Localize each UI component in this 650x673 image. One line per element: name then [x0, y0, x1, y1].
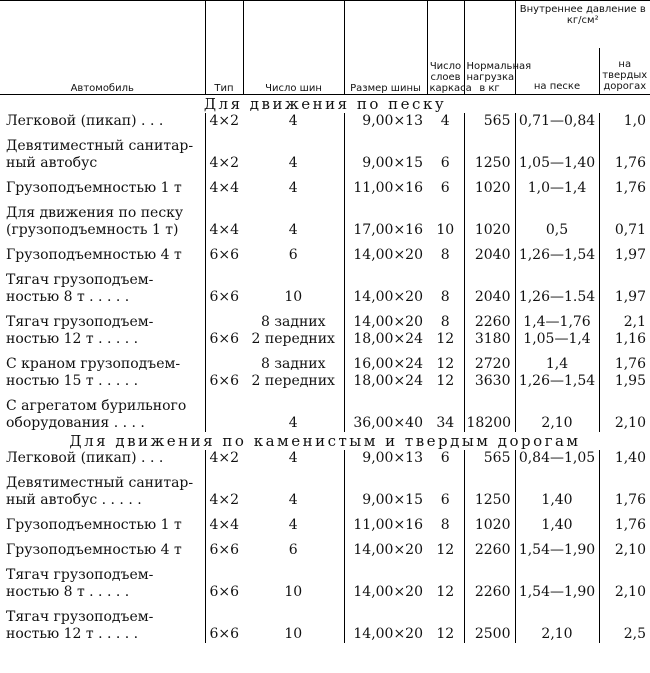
cell-car-line: Грузоподъемностью 1 т: [6, 180, 182, 196]
cell-plies: [427, 264, 464, 306]
cell-pressure-sand: [515, 601, 599, 643]
cell-car-line: ностью 8 т . . . . .: [6, 289, 130, 305]
cell-pressure-hard-line: 1,76: [614, 180, 646, 196]
table-row: [0, 239, 650, 264]
cell-car: [0, 509, 205, 534]
cell-plies-line: 12: [436, 542, 455, 558]
cell-pressure-hard: [599, 601, 650, 643]
header-pressure: Внутреннее давление в кг/см²: [515, 1, 650, 49]
cell-pressure-hard-line: 1,95: [614, 373, 646, 389]
cell-type: [205, 559, 243, 601]
cell-tires-line: 4: [288, 517, 298, 533]
cell-size: [344, 601, 427, 643]
cell-plies: [427, 559, 464, 601]
cell-car-line: ностью 12 т . . . . .: [6, 331, 139, 347]
cell-plies-line: 12: [436, 584, 455, 600]
cell-size-line: 14,00×20: [353, 247, 423, 263]
cell-tires: [243, 509, 344, 534]
cell-load: [464, 306, 515, 348]
cell-tires: [243, 348, 344, 390]
cell-pressure-sand-line: 1,05—1,40: [518, 155, 596, 171]
cell-tires-line: 4: [288, 415, 298, 431]
cell-pressure-hard: [599, 264, 650, 306]
cell-pressure-sand-line: 0,71—0,84: [518, 113, 596, 129]
cell-car: [0, 601, 205, 643]
cell-car-line: ностью 15 т . . . . .: [6, 373, 139, 389]
cell-tires-line: 6: [288, 542, 298, 558]
cell-car-line: Тягач грузоподъем-: [6, 567, 154, 583]
cell-type: [205, 239, 243, 264]
cell-size: [344, 390, 427, 432]
cell-size: [344, 113, 427, 130]
cell-pressure-sand-line: 1,05—1,4: [523, 331, 591, 347]
cell-car: [0, 390, 205, 432]
cell-tires: [243, 306, 344, 348]
cell-type: [205, 348, 243, 390]
cell-tires: [243, 264, 344, 306]
cell-size: [344, 172, 427, 197]
cell-pressure-hard-line: 2,10: [614, 584, 646, 600]
cell-load-line: 565: [483, 450, 511, 466]
cell-plies-line: 6: [440, 492, 450, 508]
cell-tires-line: 2 передних: [251, 373, 335, 389]
cell-plies: [427, 450, 464, 467]
header-row: [0, 1, 650, 49]
cell-plies: [427, 467, 464, 509]
cell-tires-line: 4: [288, 222, 298, 238]
cell-tires-line: 10: [284, 289, 303, 305]
cell-pressure-sand-line: 0,5: [545, 222, 569, 238]
cell-load-line: 2500: [474, 626, 511, 642]
table-row: [0, 534, 650, 559]
cell-car-line: ный автобус . . . . .: [6, 492, 142, 508]
cell-car-line: оборудования . . . .: [6, 415, 145, 431]
cell-car: [0, 534, 205, 559]
cell-car: [0, 197, 205, 239]
cell-type: [205, 390, 243, 432]
cell-load: [464, 509, 515, 534]
cell-size-line: 14,00×20: [353, 289, 423, 305]
table-row: [0, 172, 650, 197]
cell-load-line: 2040: [474, 247, 511, 263]
cell-tires: [243, 467, 344, 509]
table-row: [0, 348, 650, 390]
cell-pressure-hard-line: 1,0: [623, 113, 646, 129]
cell-load: [464, 450, 515, 467]
cell-tires: [243, 601, 344, 643]
cell-pressure-sand-line: 1,40: [541, 492, 573, 508]
cell-pressure-hard-line: 1,76: [614, 155, 646, 171]
cell-pressure-hard: [599, 509, 650, 534]
cell-pressure-sand: [515, 306, 599, 348]
cell-car: [0, 172, 205, 197]
cell-size: [344, 239, 427, 264]
cell-car-line: Грузоподъемностью 1 т: [6, 517, 182, 533]
cell-car: [0, 130, 205, 172]
cell-type: [205, 467, 243, 509]
cell-pressure-hard: [599, 559, 650, 601]
cell-size-line: 14,00×20: [353, 626, 423, 642]
table-row: [0, 390, 650, 432]
cell-tires-line: 4: [288, 492, 298, 508]
cell-type-line: 4×2: [209, 450, 240, 466]
cell-plies: [427, 130, 464, 172]
cell-load-line: 2260: [474, 314, 511, 330]
cell-pressure-sand: [515, 197, 599, 239]
cell-pressure-hard: [599, 306, 650, 348]
cell-pressure-sand-line: 1,4: [545, 356, 569, 372]
cell-plies-line: 8: [440, 247, 450, 263]
cell-pressure-hard-line: 2,1: [623, 314, 646, 330]
cell-tires: [243, 239, 344, 264]
cell-pressure-sand: [515, 172, 599, 197]
cell-load: [464, 601, 515, 643]
cell-pressure-sand: [515, 348, 599, 390]
cell-size-line: 18,00×24: [353, 373, 423, 389]
table-row: [0, 306, 650, 348]
cell-size: [344, 197, 427, 239]
table-row: [0, 197, 650, 239]
cell-car-line: С агрегатом бурильного: [6, 398, 187, 414]
cell-plies: [427, 390, 464, 432]
cell-plies: [427, 534, 464, 559]
cell-size-line: 18,00×24: [353, 331, 423, 347]
table-row: [0, 601, 650, 643]
cell-size: [344, 534, 427, 559]
table-row: [0, 130, 650, 172]
cell-tires: [243, 113, 344, 130]
cell-load-line: 565: [483, 113, 511, 129]
cell-pressure-sand: [515, 467, 599, 509]
cell-type: [205, 130, 243, 172]
cell-car-line: Легковой (пикап) . . .: [6, 450, 164, 466]
cell-car: [0, 306, 205, 348]
cell-pressure-hard: [599, 113, 650, 130]
cell-plies: [427, 509, 464, 534]
cell-type-line: 4×2: [209, 113, 240, 129]
cell-pressure-sand-line: 1,54—1,90: [518, 584, 596, 600]
cell-size-line: 9,00×13: [362, 113, 423, 129]
cell-tires: [243, 172, 344, 197]
cell-size: [344, 264, 427, 306]
cell-car-line: Тягач грузоподъем-: [6, 609, 154, 625]
cell-pressure-sand-line: 1,26—1,54: [518, 247, 596, 263]
cell-load: [464, 197, 515, 239]
table-row: [0, 450, 650, 467]
cell-car-line: (грузоподъемность 1 т): [6, 222, 179, 238]
cell-pressure-hard-line: 1,76: [614, 356, 646, 372]
cell-load-line: 1020: [474, 180, 511, 196]
cell-load-line: 2040: [474, 289, 511, 305]
table-row: [0, 559, 650, 601]
cell-tires-line: 4: [288, 155, 298, 171]
cell-type-line: 4×2: [209, 155, 240, 171]
cell-plies: [427, 113, 464, 130]
cell-tires-line: 2 передних: [251, 331, 335, 347]
cell-size: [344, 348, 427, 390]
cell-plies-line: 12: [436, 626, 455, 642]
cell-car: [0, 467, 205, 509]
cell-plies-line: 12: [436, 356, 455, 372]
cell-pressure-hard-line: 1,97: [614, 289, 646, 305]
cell-load: [464, 264, 515, 306]
cell-load: [464, 467, 515, 509]
cell-plies-line: 12: [436, 331, 455, 347]
cell-plies: [427, 601, 464, 643]
section-title: Для движения по песку: [203, 95, 447, 113]
cell-load-line: 3180: [474, 331, 511, 347]
cell-car-line: ный автобус: [6, 155, 98, 171]
cell-pressure-hard-line: 2,5: [623, 626, 646, 642]
cell-type-line: 4×2: [209, 492, 240, 508]
cell-size: [344, 467, 427, 509]
cell-pressure-hard-line: 1,40: [614, 450, 646, 466]
cell-plies-line: 4: [440, 113, 450, 129]
cell-plies-line: 12: [436, 373, 455, 389]
cell-pressure-sand-line: 1,54—1,90: [518, 542, 596, 558]
cell-load-line: 18200: [466, 415, 512, 431]
cell-plies: [427, 306, 464, 348]
cell-plies-line: 6: [440, 155, 450, 171]
cell-load: [464, 559, 515, 601]
cell-pressure-sand: [515, 559, 599, 601]
cell-size-line: 11,00×16: [353, 180, 423, 196]
cell-pressure-sand-line: 2,10: [541, 626, 573, 642]
cell-size-line: 9,00×15: [362, 155, 423, 171]
cell-pressure-hard: [599, 130, 650, 172]
cell-pressure-hard: [599, 467, 650, 509]
cell-pressure-sand: [515, 390, 599, 432]
cell-plies-line: 10: [436, 222, 455, 238]
header-type: Тип: [205, 1, 243, 95]
cell-pressure-sand: [515, 264, 599, 306]
cell-car: [0, 450, 205, 467]
cell-plies-line: 6: [440, 450, 450, 466]
cell-car-line: Грузоподъемностью 4 т: [6, 247, 182, 263]
cell-load-line: 1250: [474, 155, 511, 171]
cell-type: [205, 306, 243, 348]
cell-pressure-sand: [515, 450, 599, 467]
cell-load: [464, 348, 515, 390]
cell-load-line: 2260: [474, 542, 511, 558]
cell-car: [0, 559, 205, 601]
table-row: [0, 467, 650, 509]
cell-load-line: 1250: [474, 492, 511, 508]
cell-pressure-sand: [515, 534, 599, 559]
cell-tires-line: 10: [284, 626, 303, 642]
cell-pressure-hard-line: 1,97: [614, 247, 646, 263]
cell-load: [464, 130, 515, 172]
cell-pressure-hard: [599, 450, 650, 467]
cell-type-line: 6×6: [209, 584, 240, 600]
cell-car: [0, 348, 205, 390]
cell-car-line: ностью 8 т . . . . .: [6, 584, 130, 600]
cell-tires: [243, 450, 344, 467]
cell-type: [205, 534, 243, 559]
cell-type: [205, 509, 243, 534]
cell-plies: [427, 239, 464, 264]
cell-pressure-sand-line: 2,10: [541, 415, 573, 431]
cell-car-line: Девятиместный санитар-: [6, 475, 194, 491]
cell-tires: [243, 534, 344, 559]
cell-pressure-sand: [515, 130, 599, 172]
cell-size-line: 14,00×20: [353, 314, 423, 330]
cell-load-line: 3630: [474, 373, 511, 389]
cell-car-line: Тягач грузоподъем-: [6, 314, 154, 330]
header-pressure-sand: на песке: [515, 48, 599, 95]
cell-size-line: 9,00×13: [362, 450, 423, 466]
cell-load-line: 2720: [474, 356, 511, 372]
cell-type: [205, 113, 243, 130]
cell-load: [464, 172, 515, 197]
cell-tires-line: 8 задних: [260, 314, 326, 330]
cell-pressure-sand-line: 1,0—1,4: [527, 180, 587, 196]
cell-pressure-hard-line: 0,71: [614, 222, 646, 238]
cell-load: [464, 113, 515, 130]
cell-type-line: 4×4: [209, 222, 240, 238]
cell-tires: [243, 197, 344, 239]
cell-size-line: 14,00×20: [353, 584, 423, 600]
cell-pressure-sand-line: 0,84—1,05: [518, 450, 596, 466]
cell-pressure-hard-line: 1,16: [614, 331, 646, 347]
cell-type: [205, 601, 243, 643]
cell-type-line: 6×6: [209, 373, 240, 389]
cell-load: [464, 534, 515, 559]
cell-load-line: 1020: [474, 222, 511, 238]
cell-pressure-hard: [599, 390, 650, 432]
cell-pressure-sand-line: 1,26—1,54: [518, 373, 596, 389]
cell-type-line: 6×6: [209, 331, 240, 347]
cell-plies-line: 8: [440, 289, 450, 305]
cell-pressure-sand-line: 1,26—1.54: [518, 289, 596, 305]
cell-tires-line: 4: [288, 113, 298, 129]
cell-size: [344, 130, 427, 172]
table-row: [0, 509, 650, 534]
header-tire-size: Размер шины: [344, 1, 427, 95]
header-pressure-hard: на твердых дорогах: [599, 48, 650, 95]
table-row: [0, 113, 650, 130]
cell-load: [464, 239, 515, 264]
cell-load-line: 1020: [474, 517, 511, 533]
cell-car-line: Тягач грузоподъем-: [6, 272, 154, 288]
cell-size: [344, 509, 427, 534]
cell-pressure-hard: [599, 197, 650, 239]
cell-type: [205, 264, 243, 306]
cell-size-line: 14,00×20: [353, 542, 423, 558]
cell-plies: [427, 197, 464, 239]
cell-car-line: Грузоподъемностью 4 т: [6, 542, 182, 558]
cell-size-line: 17,00×16: [353, 222, 423, 238]
cell-size-line: 9,00×15: [362, 492, 423, 508]
cell-type: [205, 197, 243, 239]
cell-tires-line: 4: [288, 450, 298, 466]
cell-plies-line: 6: [440, 180, 450, 196]
cell-car: [0, 239, 205, 264]
cell-car-line: Легковой (пикап) . . .: [6, 113, 164, 129]
cell-pressure-hard-line: 1,76: [614, 492, 646, 508]
cell-pressure-hard: [599, 239, 650, 264]
cell-pressure-hard: [599, 348, 650, 390]
header-load: Нормальная нагрузка в кг: [464, 1, 515, 95]
section-title: Для движения по каменистым и твердым дорогам: [69, 432, 581, 450]
cell-pressure-hard-line: 2,10: [614, 542, 646, 558]
cell-car: [0, 113, 205, 130]
cell-size-line: 36,00×40: [353, 415, 423, 431]
cell-car: [0, 264, 205, 306]
cell-type-line: 6×6: [209, 626, 240, 642]
cell-size-line: 11,00×16: [353, 517, 423, 533]
cell-type-line: 6×6: [209, 247, 240, 263]
cell-size: [344, 450, 427, 467]
cell-tires: [243, 559, 344, 601]
cell-pressure-sand-line: 1,40: [541, 517, 573, 533]
cell-car-line: Для движения по песку: [6, 205, 184, 221]
header-tires-count: Число шин: [243, 1, 344, 95]
cell-type-line: 4×4: [209, 517, 240, 533]
cell-tires-line: 8 задних: [260, 356, 326, 372]
cell-car-line: С краном грузоподъем-: [6, 356, 181, 372]
cell-plies: [427, 348, 464, 390]
cell-size-line: 16,00×24: [353, 356, 423, 372]
cell-pressure-hard: [599, 534, 650, 559]
cell-load: [464, 390, 515, 432]
header-car: Автомобиль: [0, 1, 205, 95]
cell-type: [205, 172, 243, 197]
header-plies: Число слоев каркаса: [427, 1, 464, 95]
cell-size: [344, 306, 427, 348]
cell-pressure-hard: [599, 172, 650, 197]
cell-plies-line: 34: [436, 415, 455, 431]
cell-load-line: 2260: [474, 584, 511, 600]
cell-pressure-hard-line: 1,76: [614, 517, 646, 533]
cell-pressure-sand: [515, 113, 599, 130]
cell-tires-line: 6: [288, 247, 298, 263]
cell-tires: [243, 390, 344, 432]
cell-tires-line: 10: [284, 584, 303, 600]
cell-type: [205, 450, 243, 467]
cell-tires: [243, 130, 344, 172]
cell-pressure-hard-line: 2,10: [614, 415, 646, 431]
cell-car-line: Девятиместный санитар-: [6, 138, 194, 154]
cell-plies-line: 8: [440, 517, 450, 533]
cell-tires-line: 4: [288, 180, 298, 196]
cell-type-line: 6×6: [209, 289, 240, 305]
cell-type-line: 4×4: [209, 180, 240, 196]
cell-pressure-sand: [515, 239, 599, 264]
cell-car-line: ностью 12 т . . . . .: [6, 626, 139, 642]
table-row: [0, 264, 650, 306]
cell-plies-line: 8: [440, 314, 450, 330]
cell-type-line: 6×6: [209, 542, 240, 558]
cell-pressure-sand: [515, 509, 599, 534]
cell-plies: [427, 172, 464, 197]
cell-size: [344, 559, 427, 601]
cell-pressure-sand-line: 1,4—1,76: [523, 314, 591, 330]
